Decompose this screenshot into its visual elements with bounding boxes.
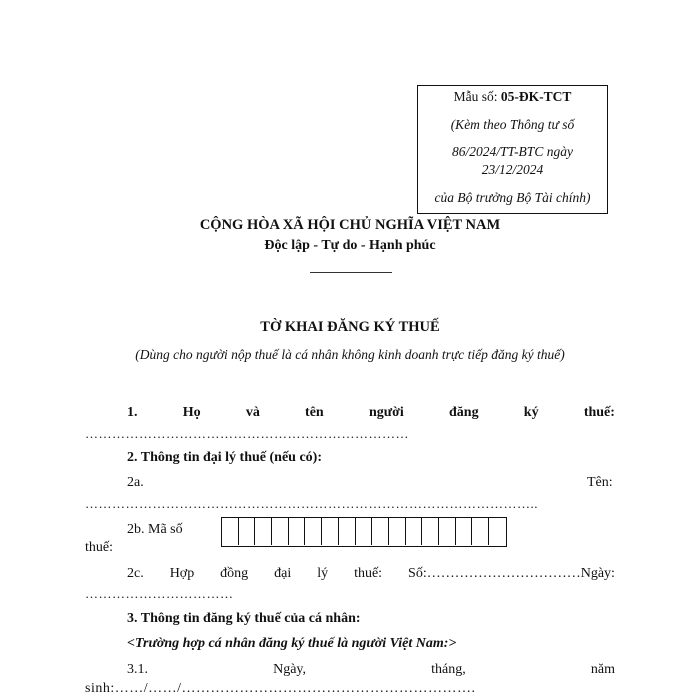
- item-2a-fill-line[interactable]: ………………………………………………………………………………………..: [85, 496, 538, 511]
- tax-code-digit[interactable]: [322, 518, 339, 545]
- item-2c-word: lý: [317, 566, 329, 581]
- tax-code-digit[interactable]: [439, 518, 456, 545]
- tax-code-digit[interactable]: [489, 518, 506, 545]
- form-circular-line4: của Bộ trưởng Bộ Tài chính): [434, 190, 591, 205]
- item-2c-word: đại: [274, 566, 292, 581]
- form-code: [418, 89, 607, 105]
- item-1-word: thuế:: [583, 405, 615, 420]
- item-1-word: ký: [523, 405, 539, 420]
- tax-code-digit[interactable]: [406, 518, 423, 545]
- item-1-label: [127, 405, 615, 421]
- form-code-value: 05-ĐK-TCT: [500, 89, 572, 104]
- item-1-word: người: [368, 405, 404, 420]
- form-circular-line2: 86/2024/TT-BTC ngày: [452, 144, 573, 159]
- item-2a-label: 2a.: [127, 475, 144, 490]
- tax-code-digit[interactable]: [305, 518, 322, 545]
- country-heading: CỘNG HÒA XÃ HỘI CHỦ NGHĨA VIỆT NAM: [199, 217, 501, 233]
- item-3-1-word: năm: [590, 662, 615, 677]
- item-1-word: 1.: [127, 405, 138, 420]
- tax-code-digit[interactable]: [272, 518, 289, 545]
- document-subtitle: (Dùng cho người nộp thuế là cá nhân không kinh doanh trực tiếp đăng ký thuế): [135, 347, 565, 362]
- item-2c-word: đồng: [220, 566, 249, 581]
- item-2c-word: Hợp: [169, 566, 195, 581]
- item-2-heading: 2. Thông tin đại lý thuế (nếu có):: [127, 450, 322, 465]
- item-1-word: và: [245, 405, 260, 420]
- form-circular-line3: 23/12/2024: [481, 162, 544, 177]
- tax-code-digit[interactable]: [289, 518, 306, 545]
- item-2a-name-label: Tên:: [587, 475, 613, 490]
- item-1-fill-line[interactable]: ………………………………………………………………: [85, 426, 409, 441]
- item-2c-label: [127, 566, 615, 582]
- item-3-1-word: tháng,: [431, 662, 466, 677]
- item-3-heading: 3. Thông tin đăng ký thuế của cá nhân:: [127, 611, 361, 626]
- motto: Độc lập - Tự do - Hạnh phúc: [264, 238, 436, 253]
- item-1-word: đăng: [449, 405, 479, 420]
- tax-code-digit[interactable]: [239, 518, 256, 545]
- item-2c-word: 2c.: [127, 566, 144, 581]
- tax-code-digit[interactable]: [222, 518, 239, 545]
- tax-code-digit[interactable]: [422, 518, 439, 545]
- form-code-prefix: Mẫu số:: [453, 89, 501, 104]
- item-2c-word: thuế:: [354, 566, 383, 581]
- tax-code-digit[interactable]: [339, 518, 356, 545]
- item-3-1-dob-line[interactable]: sinh:……/……/…………………………………………………….: [85, 681, 476, 696]
- form-circular-line1: (Kèm theo Thông tư số: [450, 117, 575, 132]
- item-2b-label-cont: thuế:: [85, 540, 113, 555]
- item-3-1-word: 3.1.: [127, 662, 148, 677]
- tax-code-digit[interactable]: [389, 518, 406, 545]
- item-2c-fill-line[interactable]: ……………………………: [85, 586, 234, 601]
- tax-code-digit[interactable]: [356, 518, 373, 545]
- tax-code-digit[interactable]: [255, 518, 272, 545]
- tax-code-input[interactable]: [221, 517, 507, 547]
- item-3-1-label: [127, 662, 615, 678]
- tax-code-digit[interactable]: [472, 518, 489, 545]
- item-1-word: tên: [305, 405, 324, 420]
- form-number-box: [417, 85, 608, 214]
- tax-code-digit[interactable]: [372, 518, 389, 545]
- item-3-note: <Trường hợp cá nhân đăng ký thuế là người Việt Nam:>: [127, 636, 457, 651]
- item-2c-word: Số:……………………………Ngày:: [408, 566, 615, 581]
- document-title: TỜ KHAI ĐĂNG KÝ THUẾ: [260, 319, 440, 335]
- item-2b-label: 2b. Mã số: [127, 522, 183, 537]
- item-3-1-word: Ngày,: [273, 662, 307, 677]
- header-divider: [310, 272, 392, 273]
- tax-code-digit[interactable]: [456, 518, 473, 545]
- item-1-word: Họ: [182, 405, 201, 420]
